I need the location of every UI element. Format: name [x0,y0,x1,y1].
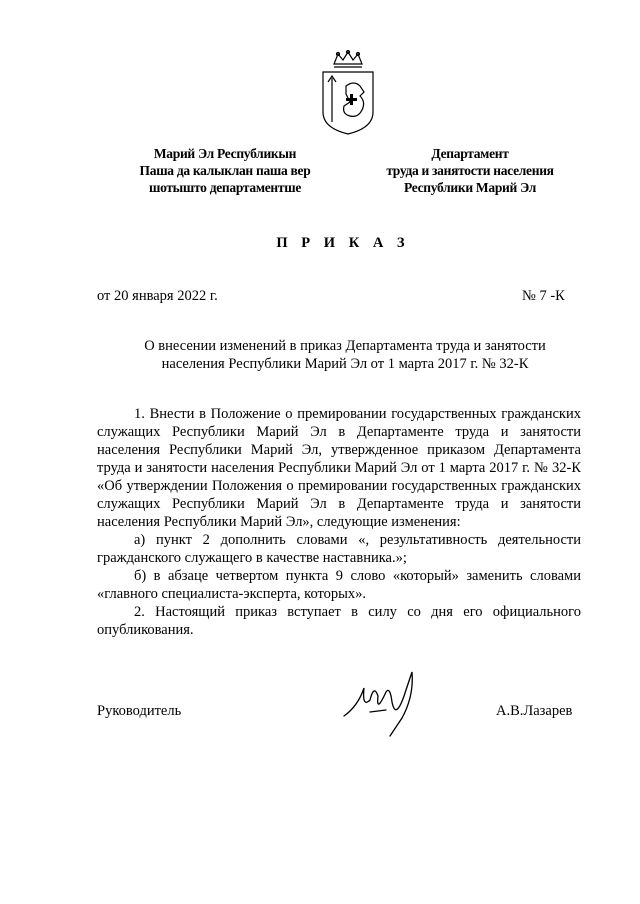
header-left-department-name [130,145,320,196]
order-date: от 20 января 2022 г. [97,288,218,304]
subject-line: населения Республики Марий Эл от 1 марта 2017 г. № 32-К [161,356,529,372]
header-left-line: Паша да калыклан паша вер [139,163,311,178]
order-subject [110,337,580,373]
header-right-line: труда и занятости населения [386,163,554,178]
signatory-role: Руководитель [97,703,182,719]
header-right-department-name [370,145,570,196]
header-left-line: Марий Эл Республикын [153,146,297,161]
header-right-line: Департамент [431,146,509,161]
order-body [97,405,581,639]
coat-of-arms-emblem [320,50,376,136]
paragraph-item-2: 2. Настоящий приказ вступает в силу со дня его официального опубликования. [97,604,581,638]
header-right-line: Республики Марий Эл [403,180,537,195]
header-left-line: шотышто департаментше [148,180,302,195]
document-title: П Р И К А З [276,235,410,251]
order-number: № 7 -К [522,288,565,304]
subject-line: О внесении изменений в приказ Департамента труда и занятости [144,338,546,354]
signatory-name: А.В.Лазарев [496,703,573,719]
paragraph-subitem-a: а) пункт 2 дополнить словами «, результативность деятельности гражданского служащего в качестве наставника.»; [97,532,581,566]
paragraph-subitem-b: б) в абзаце четвертом пункта 9 слово «который» заменить словами «главного специалиста-эксперта, которых». [97,568,581,602]
paragraph-item-1: 1. Внести в Положение о премировании государственных гражданских служащих Республики Марий Эл в Департаменте труда и занятости населения Республики Марий Эл, утвержденное приказом Департамента труда и занятости населения Республики Марий Эл от 1 марта 2017 г. № 32-К «Об утверждении Положения о премировании государственных гражданских служащих Республики Марий Эл в Департаменте труда и занятости населения Республики Марий Эл», следующие изменения: [97,406,581,530]
handwritten-signature [340,662,435,742]
